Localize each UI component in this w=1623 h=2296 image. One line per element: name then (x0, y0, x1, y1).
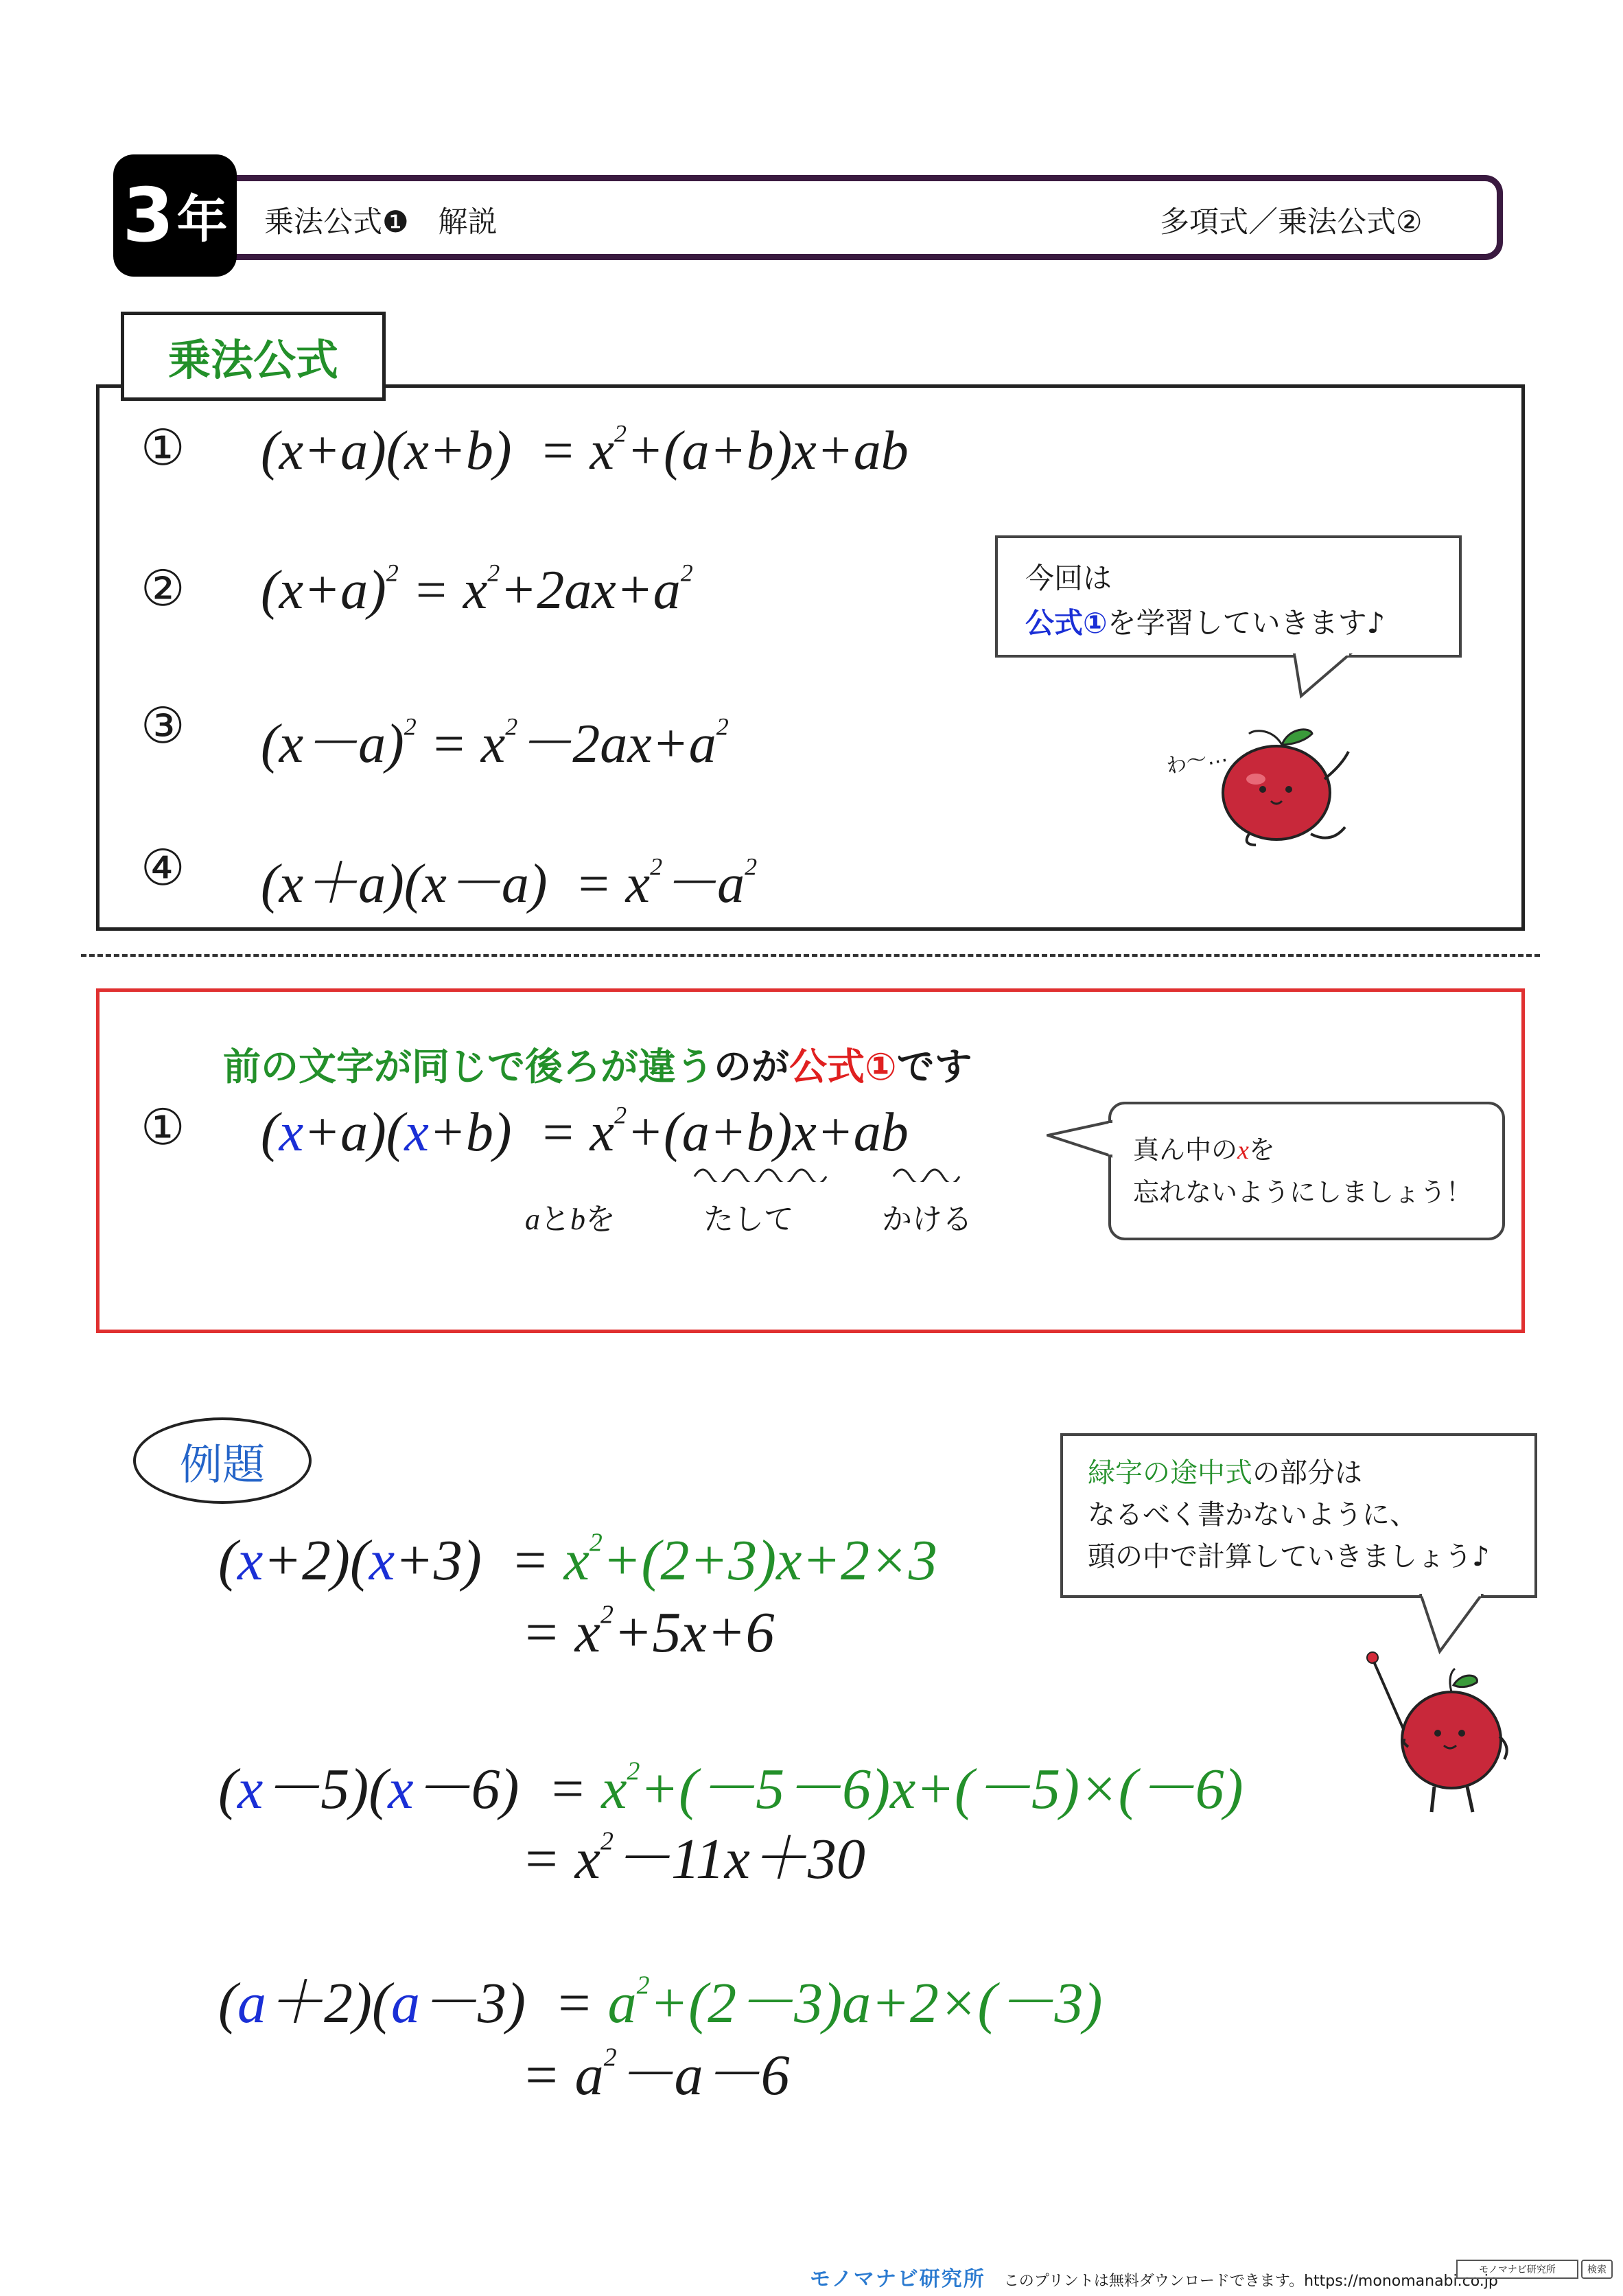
grade-badge (113, 154, 237, 277)
example-3-line1: $(a+2)(a-3) = a^2+(2-3)a+2\times(-3)$ (218, 1971, 1103, 2035)
formula-heading: 乗法公式 (121, 312, 386, 401)
speech-bubble-1-tail (1290, 653, 1373, 703)
grade-number: 3 (122, 172, 174, 259)
note-ab (525, 1194, 616, 1238)
explain-lead (223, 1036, 972, 1091)
explain-lead-red: 公式① (789, 1045, 897, 1089)
bubble2-post: を (1248, 1135, 1275, 1165)
note-wo: を (585, 1202, 616, 1237)
bubble2-pre: 真ん中の (1133, 1135, 1238, 1165)
explain-formula-number: ① (141, 1098, 185, 1156)
example-2-line1: $(x-5)(x-6) = x^2+(-5-6)x+(-5)\times(-6)$ (218, 1756, 1243, 1821)
explain-lead-end: です (896, 1045, 972, 1089)
dashed-divider (81, 954, 1540, 957)
example-1-line1: $(x+2)(x+3) = x^2+(2+3)x+2\times 3$ (218, 1528, 937, 1592)
example-1-line2: = $x^2+5x+6$ (522, 1600, 775, 1665)
wavy-underline-product (892, 1161, 961, 1182)
speech-bubble-3 (1060, 1433, 1537, 1598)
formula-4: $(x+a)(x-a) = x^2-a^2$ (261, 853, 758, 914)
grade-suffix: 年 (176, 190, 228, 249)
speech-bubble-1 (995, 535, 1462, 658)
explain-lead-green: 前の文字が同じで後ろが違う (223, 1045, 714, 1089)
explain-lead-mid: のが (714, 1045, 790, 1089)
note-var-a: a (525, 1203, 540, 1236)
footer-brand: モノマナビ研究所 (810, 2267, 985, 2291)
bubble1-line2: を学習していきます♪ (1107, 606, 1386, 640)
example-2-line2: = $x^2-11x+30$ (522, 1827, 865, 1891)
footer-search-button: 検索 (1581, 2260, 1613, 2279)
page-subtitle: 多項式／乗法公式② (1160, 205, 1423, 240)
formula-2: $(x+a)^2 = x^2+2ax+a^2$ (261, 559, 693, 621)
formula-number-2: ② (141, 559, 185, 617)
note-add: たして (703, 1202, 794, 1237)
bubble1-highlight: 公式① (1025, 606, 1108, 640)
bubble3-green: 緑字の途中式 (1088, 1457, 1252, 1489)
bubble3-l3: 頭の中で計算していきましょう♪ (1088, 1540, 1490, 1573)
apple-exclamation: わ〜… (1164, 742, 1230, 779)
formula-number-4: ④ (141, 839, 185, 896)
formula-3: $(x-a)^2 = x^2-2ax+a^2$ (261, 712, 729, 774)
apple-mascot-icon (1208, 724, 1359, 848)
note-var-b: b (570, 1203, 585, 1236)
page-title: 乗法公式❶ 解説 (264, 205, 498, 240)
speech-bubble-2-tail (1047, 1119, 1112, 1163)
bubble2-line2: 忘れないようにしましょう！ (1133, 1176, 1473, 1207)
wavy-underline-sum (693, 1161, 830, 1182)
apple-pointer-mascot-icon (1359, 1644, 1523, 1822)
note-and: と (540, 1202, 570, 1237)
bubble3-l1: の部分は (1252, 1457, 1362, 1489)
explain-formula: $(x+a)(x+b) = x^2+(a+b)x+ab$ (261, 1101, 909, 1163)
example-3-line2: = $a^2-a-6$ (522, 2043, 790, 2107)
formula-1: $(x+a)(x+b) = x^2+(a+b)x+ab$ (261, 419, 909, 481)
footer-text: このプリントは無料ダウンロードできます。https://monomanabi.co.jp (1003, 2273, 1498, 2290)
bubble2-var: x (1237, 1136, 1249, 1165)
formula-number-3: ③ (141, 697, 185, 754)
speech-bubble-2 (1108, 1102, 1505, 1240)
footer-search-box: モノマナビ研究所 (1456, 2260, 1578, 2279)
bubble3-l2: なるべく書かないように、 (1088, 1498, 1417, 1531)
example-label: 例題 (133, 1417, 312, 1504)
note-multiply: かける (882, 1202, 972, 1237)
bubble1-line1: 今回は (1025, 561, 1112, 595)
formula-number-1: ① (141, 419, 185, 476)
footer (810, 2262, 1498, 2292)
